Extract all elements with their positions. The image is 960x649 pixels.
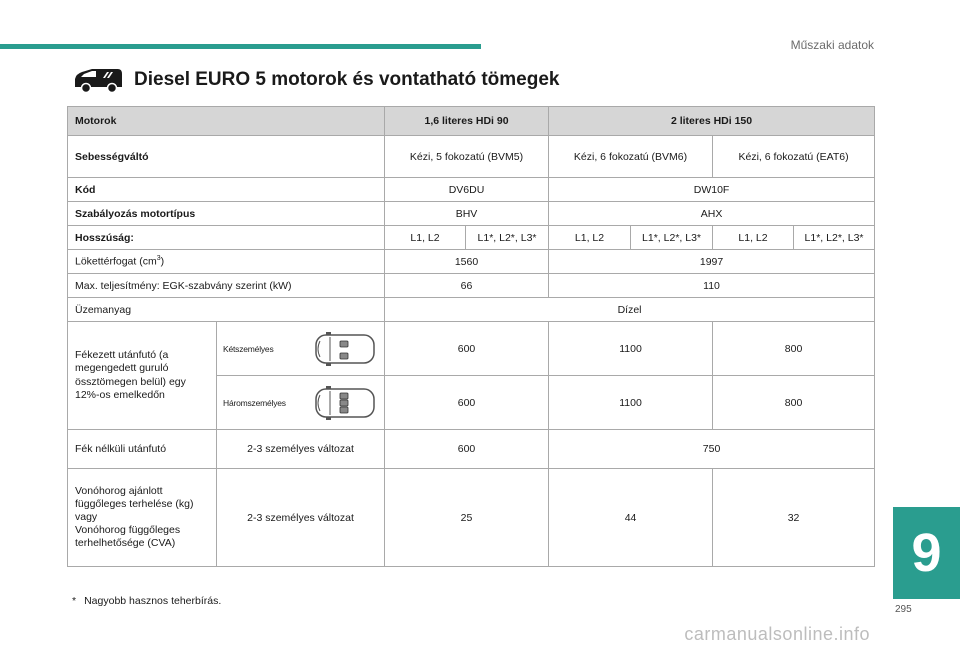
section-title: Műszaki adatok — [790, 38, 874, 52]
table-row-engines — [68, 107, 875, 136]
towbar-label-line: vagy — [75, 510, 98, 523]
length-cell: L1*, L2*, L3* — [794, 226, 875, 250]
table-row-engine-type — [68, 202, 875, 226]
table-row-unbraked — [68, 430, 875, 469]
towbar-cell: 32 — [713, 469, 875, 567]
page-number: 295 — [895, 604, 912, 615]
fuel-label: Üzemanyag — [68, 298, 385, 322]
braked-two-seat-cell: 600 — [385, 322, 549, 376]
table-row-gearbox — [68, 136, 875, 178]
unbraked-trailer-label: Fék nélküli utánfutó — [68, 430, 217, 469]
engine-type-label: Szabályozás motortípus — [68, 202, 385, 226]
table-row-braked-two-seat — [68, 322, 875, 376]
length-label: Hosszúság: — [68, 226, 385, 250]
gearbox-cell: Kézi, 5 fokozatú (BVM5) — [385, 136, 549, 178]
length-cell: L1*, L2*, L3* — [466, 226, 549, 250]
engines-label: Motorok — [68, 107, 385, 136]
table-row-length — [68, 226, 875, 250]
towbar-cell: 25 — [385, 469, 549, 567]
engine-2-header: 2 literes HDi 150 — [549, 107, 875, 136]
length-cell: L1, L2 — [713, 226, 794, 250]
code-cell: DV6DU — [385, 178, 549, 202]
code-label: Kód — [68, 178, 385, 202]
unbraked-cell: 750 — [549, 430, 875, 469]
braked-two-seat-cell: 800 — [713, 322, 875, 376]
length-cell: L1, L2 — [385, 226, 466, 250]
displacement-label-text: Lökettérfogat (cm — [75, 255, 157, 268]
braked-three-seat-cell: 1100 — [549, 376, 713, 430]
power-label: Max. teljesítmény: EGK-szabvány szerint (kW) — [68, 274, 385, 298]
table-row-towbar — [68, 469, 875, 567]
footnote-star: * — [72, 595, 77, 607]
towbar-label-line: függőleges terhelése (kg) — [75, 497, 194, 510]
table-row-code — [68, 178, 875, 202]
towbar-label — [68, 469, 217, 567]
table-row-fuel — [68, 298, 875, 322]
page-heading — [72, 66, 560, 94]
chapter-tab — [893, 507, 960, 599]
braked-three-seat-cell: 800 — [713, 376, 875, 430]
braked-trailer-label: Fékezett utánfutó (a megengedett guruló össztömegen belül) egy 12%-os emelkedőn — [68, 322, 217, 430]
top-accent-bar — [0, 44, 481, 49]
unbraked-cell: 600 — [385, 430, 549, 469]
gearbox-label: Sebességváltó — [68, 136, 385, 178]
page-heading-text: Diesel EURO 5 motorok és vontatható tömegek — [134, 69, 560, 90]
code-cell: DW10F — [549, 178, 875, 202]
engine-1-header: 1,6 literes HDi 90 — [385, 107, 549, 136]
spec-table — [67, 106, 875, 567]
three-seat-label: Háromszemélyes — [223, 397, 286, 408]
braked-three-seat-cell: 600 — [385, 376, 549, 430]
footnote-text: Nagyobb hasznos teherbírás. — [84, 595, 222, 607]
braked-two-seat-cell: 1100 — [549, 322, 713, 376]
table-row-power — [68, 274, 875, 298]
engine-type-cell: BHV — [385, 202, 549, 226]
unbraked-variant: 2-3 személyes változat — [217, 430, 385, 469]
van-icon — [72, 66, 124, 94]
length-cell: L1*, L2*, L3* — [631, 226, 713, 250]
towbar-variant: 2-3 személyes változat — [217, 469, 385, 567]
power-cell: 66 — [385, 274, 549, 298]
displacement-label — [68, 250, 385, 274]
fuel-cell: Dízel — [385, 298, 875, 322]
displacement-label-sup: 3 — [156, 255, 161, 263]
watermark: carmanualsonline.info — [684, 624, 870, 644]
two-seat-cell — [217, 322, 385, 376]
towbar-cell: 44 — [549, 469, 713, 567]
engine-type-cell: AHX — [549, 202, 875, 226]
gearbox-cell: Kézi, 6 fokozatú (EAT6) — [713, 136, 875, 178]
three-seat-cell — [217, 376, 385, 430]
power-cell: 110 — [549, 274, 875, 298]
table-row-displacement — [68, 250, 875, 274]
towbar-label-line: terhelhetősége (CVA) — [75, 537, 176, 550]
displacement-label-close: ) — [160, 255, 165, 268]
chapter-number: 9 — [911, 523, 942, 583]
gearbox-cell: Kézi, 6 fokozatú (BVM6) — [549, 136, 713, 178]
two-seat-car-icon — [312, 329, 378, 369]
towbar-label-line: Vonóhorog függőleges — [75, 524, 181, 537]
three-seat-car-icon — [312, 383, 378, 423]
length-cell: L1, L2 — [549, 226, 631, 250]
displacement-cell: 1997 — [549, 250, 875, 274]
towbar-label-line: Vonóhorog ajánlott — [75, 484, 163, 497]
two-seat-label: Kétszemélyes — [223, 343, 274, 354]
footnote — [72, 595, 221, 607]
displacement-cell: 1560 — [385, 250, 549, 274]
